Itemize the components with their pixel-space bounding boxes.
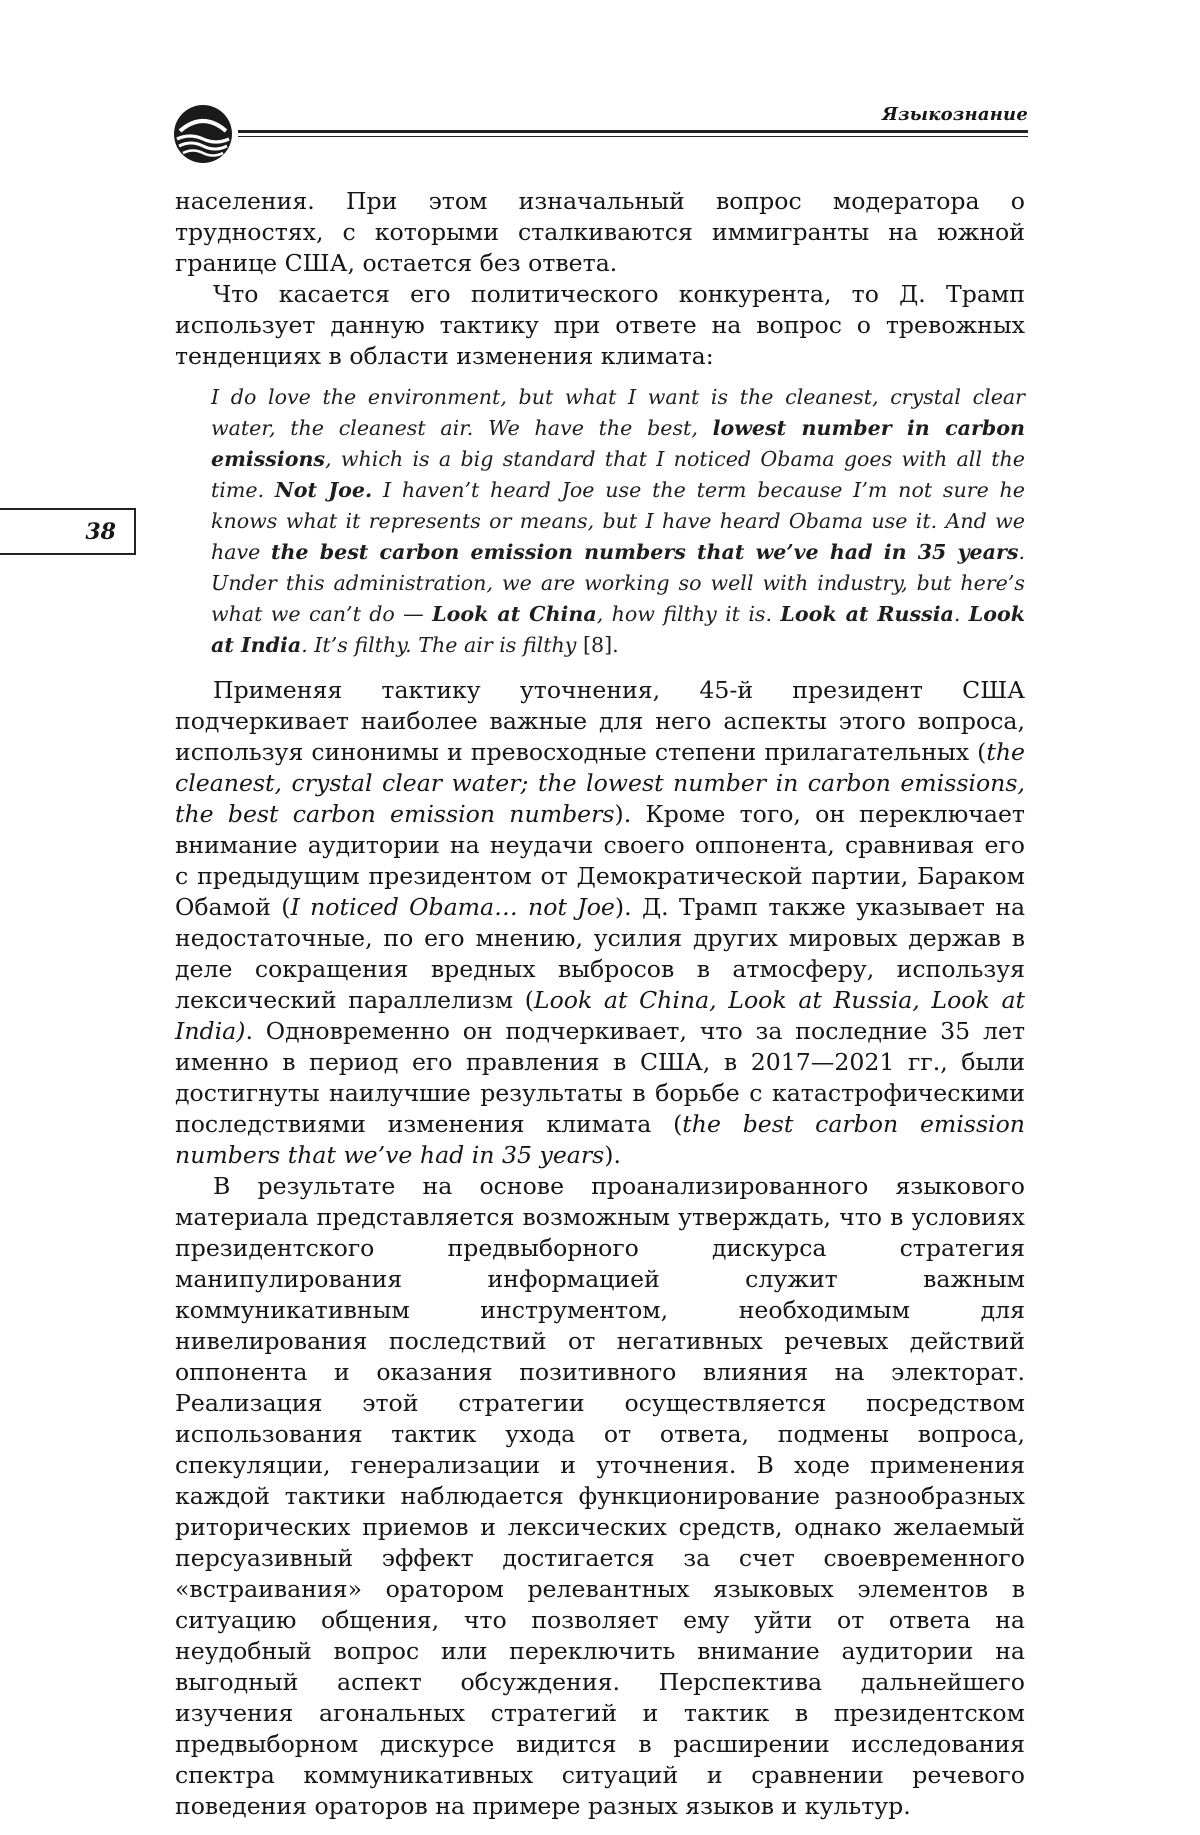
header-rule-thick: [238, 130, 1028, 133]
p3-text-1: Применяя тактику уточнения, 45-й президент США подчеркивает наиболее важные для него аспекты этого вопроса, используя синонимы и превосходные степени прилагательных (: [175, 676, 1025, 766]
article-body: [175, 186, 1025, 1822]
journal-logo-icon: [172, 103, 234, 165]
quote-reference: [8].: [582, 633, 619, 657]
quote-emphasis-6: Look at India: [211, 602, 1026, 657]
p3-italic-3: Look at China, Look at Russia, Look at India): [175, 986, 1025, 1045]
p3-text-2: ). Кроме того, он переключает внимание аудитории на неудачи своего оппонента, сравнивая его с предыдущим президентом от Демократической партии, Бараком Обамой (: [175, 800, 1025, 921]
quote-text-7: . It’s filthy. The air is filthy: [301, 633, 583, 657]
page-number: 38: [85, 519, 116, 545]
quote-text-3: I haven’t heard Joe use the term because I’m not sure he knows what it represents or means, but I have heard Obama use it. And we have: [211, 478, 1025, 564]
quote-text-6: .: [953, 602, 969, 626]
p3-italic-2: I noticed Obama… not Joe: [290, 893, 615, 921]
paragraph-4: В результате на основе проанализированного языкового материала представляется возможным утверждать, что в условиях президентского предвыборного дискурса стратегия манипулирования информацией служит важным коммуникативным инструментом, необходимым для нивелирования последствий от негативных речевых действий оппонента и оказания позитивного влияния на электорат. Реализация этой стратегии осуществляется посредством использования тактик ухода от ответа, подмены вопроса, спекуляции, генерализации и уточнения. В ходе применения каждой тактики наблюдается функционирование разнообразных риторических приемов и лексических средств, однако желаемый персуазивный эффект достигается за счет своевременного «встраивания» оратором релевантных языковых элементов в ситуацию общения, что позволяет ему уйти от ответа на неудобный вопрос или переключить внимание аудитории на выгодный аспект обсуждения. Перспектива дальнейшего изучения агональных стратегий и тактик в президентском предвыборном дискурсе видится в расширении исследования спектра коммуникативных ситуаций и сравнении речевого поведения ораторов на примере разных языков и культур.: [175, 1172, 1025, 1820]
p3-text-4: . Одновременно он подчеркивает, что за последние 35 лет именно в период его правления в США, в 2017—2021 гг., были достигнуты наилучшие результаты в борьбе с катастрофическими последствиями изменения климата (: [175, 1017, 1025, 1138]
running-title: Языкознание: [882, 104, 1028, 125]
p3-text-5: ).: [604, 1141, 621, 1169]
quote-emphasis-1: lowest number in carbon emissions: [211, 416, 1025, 471]
header-rule-thin: [238, 136, 1028, 137]
quote-emphasis-3: the best carbon emission numbers that we’ve had in 35 years: [270, 540, 1019, 564]
paragraph-3: [175, 675, 1025, 1171]
quote-text-5: , how filthy it is.: [596, 602, 781, 626]
paragraph-1: населения. При этом изначальный вопрос модератора о трудностях, с которыми сталкиваются иммигранты на южной границе США, остается без ответа.: [175, 187, 1025, 277]
p3-text-3: ). Д. Трамп также указывает на недостаточные, по его мнению, усилия других мировых держав в деле сокращения вредных выбросов в атмосферу, используя лексический параллелизм (: [175, 893, 1026, 1014]
p3-italic-1: the cleanest, crystal clear water; the lowest number in carbon emissions, the best carbon emission numbers: [175, 738, 1025, 828]
quote-text-2: , which is a big standard that I noticed Obama goes with all the time.: [211, 447, 1025, 502]
quote-emphasis-4: Look at China: [432, 602, 597, 626]
quote-text-1: I do love the environment, but what I want is the cleanest, crystal clear water, the cleanest air. We have the best,: [211, 385, 1025, 440]
quote-emphasis-5: Look at Russia: [780, 602, 954, 626]
p3-italic-4: the best carbon emission numbers that we’ve had in 35 years: [175, 1110, 1025, 1169]
block-quote: [175, 382, 1025, 661]
page-number-box: [0, 508, 136, 555]
quote-text-4: . Under this administration, we are working so well with industry, but here’s what we can’t do —: [211, 540, 1025, 626]
quote-emphasis-2: Not Joe.: [274, 478, 373, 502]
paragraph-2: Что касается его политического конкурента, то Д. Трамп использует данную тактику при ответе на вопрос о тревожных тенденциях в области изменения климата:: [175, 280, 1025, 370]
